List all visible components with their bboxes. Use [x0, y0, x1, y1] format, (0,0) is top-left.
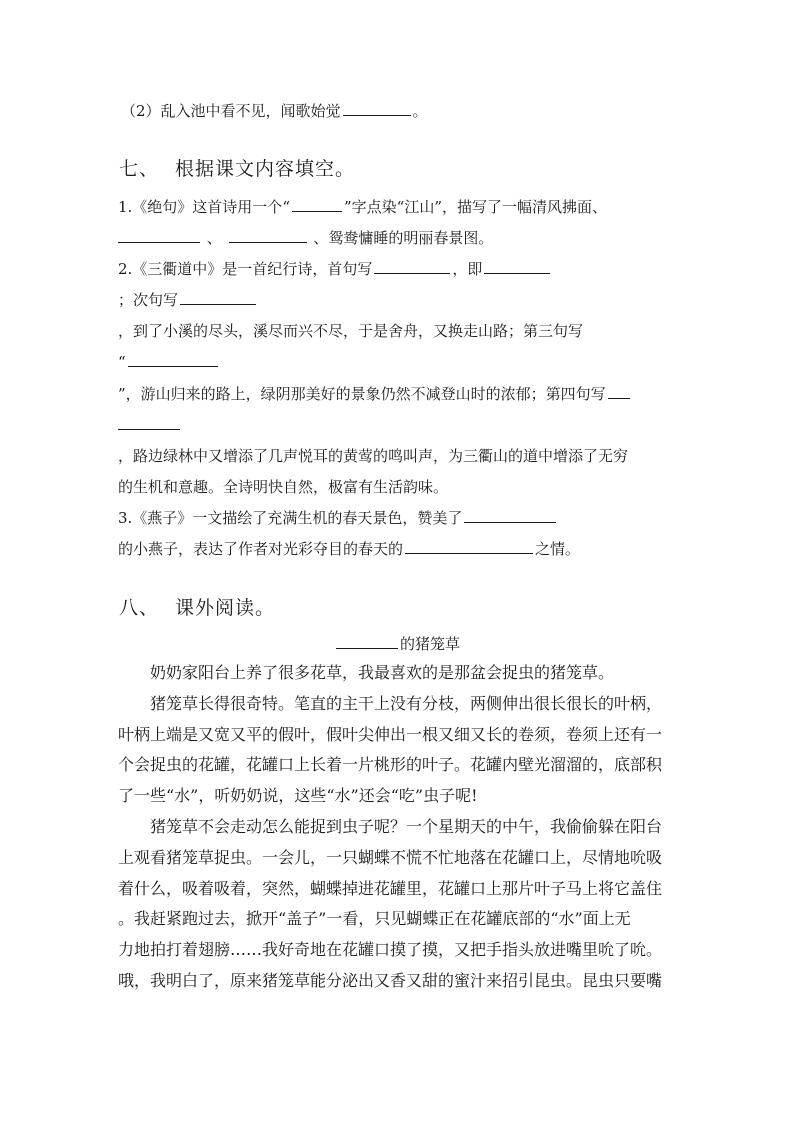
fill-line — [118, 477, 448, 497]
answer-blank[interactable] — [118, 228, 200, 243]
story-line: 哦，我明白了，原来猪笼草能分泌出又香又甜的蜜汁来招引昆虫。昆虫只要嘴 — [118, 971, 663, 990]
answer-blank[interactable] — [180, 290, 256, 305]
line-text: 的小燕子，表达了作者对光彩夺目的春天的 — [118, 540, 404, 558]
section-heading-7 — [119, 157, 355, 181]
line-text: 、鸳鸯慵睡的明丽春景图。 — [313, 229, 494, 247]
line-text: ，即 — [452, 260, 483, 278]
answer-blank[interactable] — [229, 228, 307, 243]
fill-line — [118, 384, 632, 404]
answer-blank[interactable] — [608, 384, 630, 399]
fill-line — [118, 197, 607, 217]
story-title-text: 的猪笼草 — [399, 635, 460, 653]
answer-blank[interactable] — [128, 352, 218, 367]
question-text: （2）乱入池中看不见，闻歌始觉 — [121, 102, 341, 120]
answer-blank[interactable] — [464, 508, 556, 523]
line-text: 2.《三衢道中》是一首纪行诗，首句写 — [118, 260, 373, 278]
line-text: 之情。 — [535, 540, 581, 558]
question-text-end: 。 — [412, 102, 428, 120]
fill-line — [118, 321, 583, 341]
fill-line — [118, 352, 220, 372]
fill-line — [118, 508, 558, 528]
story-line: 力地拍打着翅膀……我好奇地在花罐口摸了摸，又把手指头放进嘴里吮了吮。 — [118, 940, 663, 960]
section-number: 八、 — [119, 597, 160, 619]
fill-line — [118, 415, 182, 435]
story-line: 猪笼草不会走动怎么能捉到虫子呢？一个星期天的中午，我偷偷躲在阳台 — [118, 817, 663, 836]
fill-line — [118, 446, 628, 466]
story-line: 着什么，吸着吸着，突然，蝴蝶掉进花罐里，花罐口上那片叶子马上将它盖住 — [118, 878, 663, 898]
line-text: 、 — [206, 229, 222, 247]
line-text: ”字点染“江山”，描写了一幅清风拂面、 — [343, 198, 607, 216]
line-text: ；次句写 — [118, 291, 179, 309]
story-line: 上观看猪笼草捉虫。一会儿，一只蝴蝶不慌不忙地落在花罐口上，尽情地吮吸 — [118, 847, 663, 867]
fill-line — [118, 539, 580, 559]
line-text: ”，游山归来的路上，绿阴那美好的景象仍然不减登山时的浓郁；第四句写 — [118, 385, 606, 403]
section-title: 课外阅读。 — [175, 597, 276, 619]
section-title: 根据课文内容填空。 — [175, 158, 356, 180]
answer-blank[interactable] — [343, 101, 411, 116]
answer-blank[interactable] — [292, 197, 342, 212]
answer-blank[interactable] — [118, 415, 180, 430]
answer-blank[interactable] — [484, 259, 550, 274]
story-line: 奶奶家阳台上养了很多花草，我最喜欢的是那盆会捉虫的猪笼草。 — [118, 663, 615, 682]
fill-line — [118, 228, 493, 248]
line-text: 3.《燕子》一文描绘了充满生机的春天景色，赞美了 — [118, 509, 463, 527]
story-line: 猪笼草长得很奇特。笔直的主干上没有分枝，两侧伸出很长很长的叶柄， — [118, 693, 663, 713]
line-text: “ — [118, 353, 126, 371]
fill-line — [118, 290, 258, 310]
answer-blank[interactable] — [405, 539, 533, 554]
line-text: 1.《绝句》这首诗用一个“ — [118, 198, 290, 216]
line-text: ，到了小溪的尽头，溪尽而兴不尽，于是舍舟，又换走山路；第三句写 — [118, 322, 584, 340]
story-line: 了一些“水”，听奶奶说，这些“水”还会“吃”虫子呢! — [118, 786, 478, 806]
line-text: 的生机和意趣。全诗明快自然，极富有生活韵味。 — [118, 478, 449, 496]
story-line: 叶柄上端是又宽又平的假叶，假叶尖伸出一根又细又长的卷须，卷须上还有一 — [118, 724, 663, 744]
story-title — [0, 634, 794, 654]
story-line: 。我赶紧跑过去，掀开“盖子”一看，只见蝴蝶正在花罐底部的“水”面上无 — [118, 909, 631, 929]
answer-blank[interactable] — [374, 259, 450, 274]
section-heading-8 — [119, 596, 275, 620]
line-text: ，路边绿林中又增添了几声悦耳的黄莺的鸣叫声，为三衢山的道中增添了无穷 — [118, 447, 629, 465]
title-answer-blank[interactable] — [336, 634, 398, 649]
section-number: 七、 — [119, 158, 160, 180]
question-item-2 — [121, 101, 428, 121]
fill-line — [118, 259, 552, 279]
story-line: 个会捉虫的花罐，花罐口上长着一片桃形的叶子。花罐内壁光溜溜的，底部积 — [118, 755, 663, 775]
